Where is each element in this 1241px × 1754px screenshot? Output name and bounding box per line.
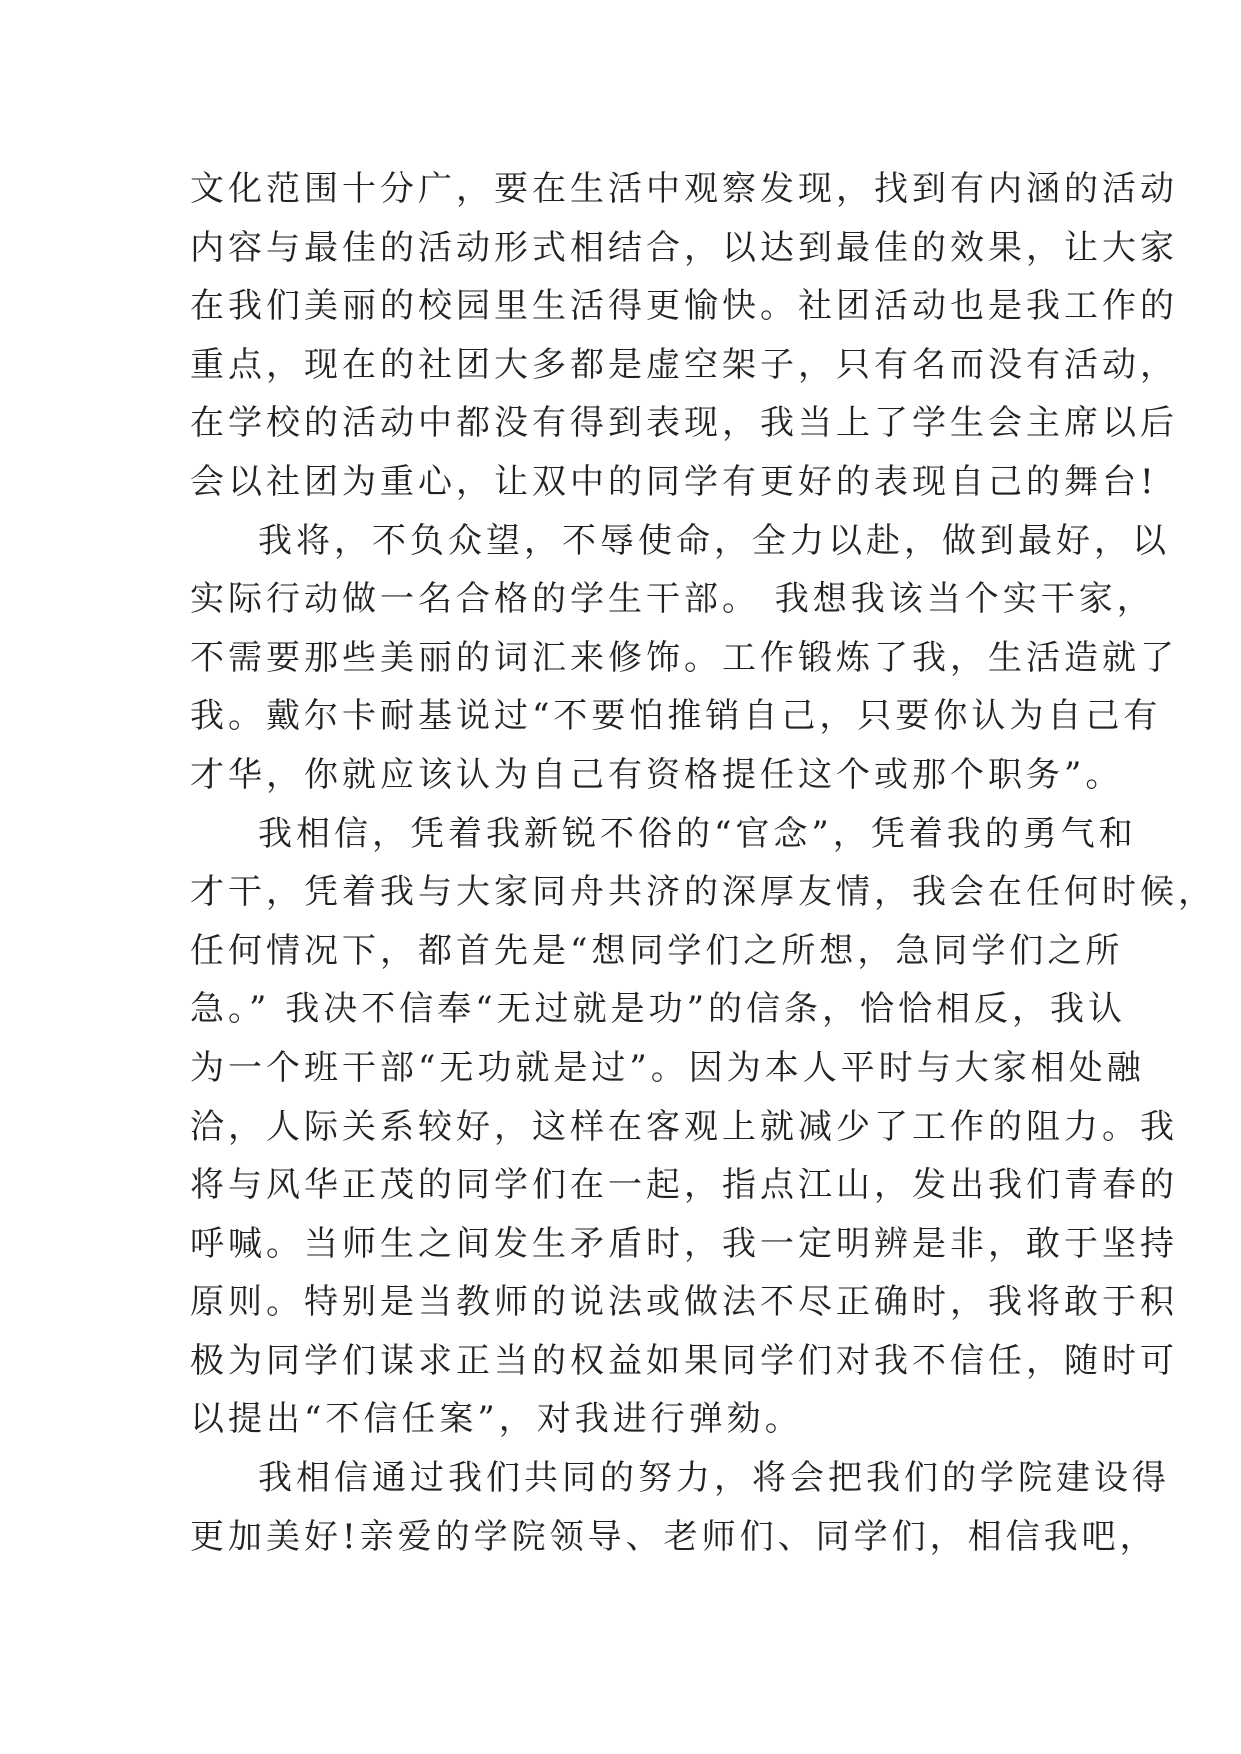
text-line: 才华，你就应该认为自己有资格提任这个或那个职务”。 [190, 754, 1124, 795]
paragraph-start-line: 我将，不负众望，不辱使命，全力以赴，做到最好，以 [258, 520, 1170, 561]
paragraph-start-line: 我相信，凭着我新锐不俗的“官念”，凭着我的勇气和 [258, 813, 1137, 854]
text-line: 重点，现在的社团大多都是虚空架子，只有名而没有活动， [190, 344, 1178, 385]
text-line: 不需要那些美丽的词汇来修饰。工作锻炼了我，生活造就了 [190, 637, 1178, 678]
text-line: 极为同学们谋求正当的权益如果同学们对我不信任，随时可 [190, 1340, 1178, 1381]
text-line: 在我们美丽的校园里生活得更愉快。社团活动也是我工作的 [190, 286, 1178, 327]
text-line: 实际行动做一名合格的学生干部。 我想我该当个实干家， [190, 579, 1155, 620]
text-line: 为一个班干部“无功就是过”。因为本人平时与大家相处融 [190, 1047, 1145, 1088]
text-line: 任何情况下，都首先是“想同学们之所想，急同学们之所 [190, 930, 1124, 971]
text-line: 才干，凭着我与大家同舟共济的深厚友情，我会在任何时候， [190, 872, 1216, 913]
body-text [190, 160, 1216, 1566]
text-line: 在学校的活动中都没有得到表现，我当上了学生会主席以后 [190, 403, 1178, 444]
text-line: 更加美好!亲爱的学院领导、老师们、同学们，相信我吧， [190, 1516, 1158, 1557]
text-line: 原则。特别是当教师的说法或做法不尽正确时，我将敢于积 [190, 1282, 1178, 1323]
paragraph-start-line: 我相信通过我们共同的努力，将会把我们的学院建设得 [258, 1458, 1170, 1499]
text-line: 我。戴尔卡耐基说过“不要怕推销自己，只要你认为自己有 [190, 696, 1162, 737]
text-line: 呼喊。当师生之间发生矛盾时，我一定明辨是非，敢于坚持 [190, 1223, 1178, 1264]
text-line: 洽，人际关系较好，这样在客观上就减少了工作的阻力。我 [190, 1106, 1178, 1147]
text-line: 会以社团为重心，让双中的同学有更好的表现自己的舞台! [190, 461, 1158, 502]
text-line: 文化范围十分广，要在生活中观察发现，找到有内涵的活动 [190, 169, 1178, 209]
text-line: 内容与最佳的活动形式相结合，以达到最佳的效果，让大家 [190, 227, 1178, 268]
text-line: 急。” 我决不信奉“无过就是功”的信条，恰恰相反，我认 [190, 989, 1126, 1030]
text-line: 以提出“不信任案”，对我进行弹劾。 [190, 1399, 803, 1440]
text-line: 将与风华正茂的同学们在一起，指点江山，发出我们青春的 [190, 1165, 1178, 1206]
